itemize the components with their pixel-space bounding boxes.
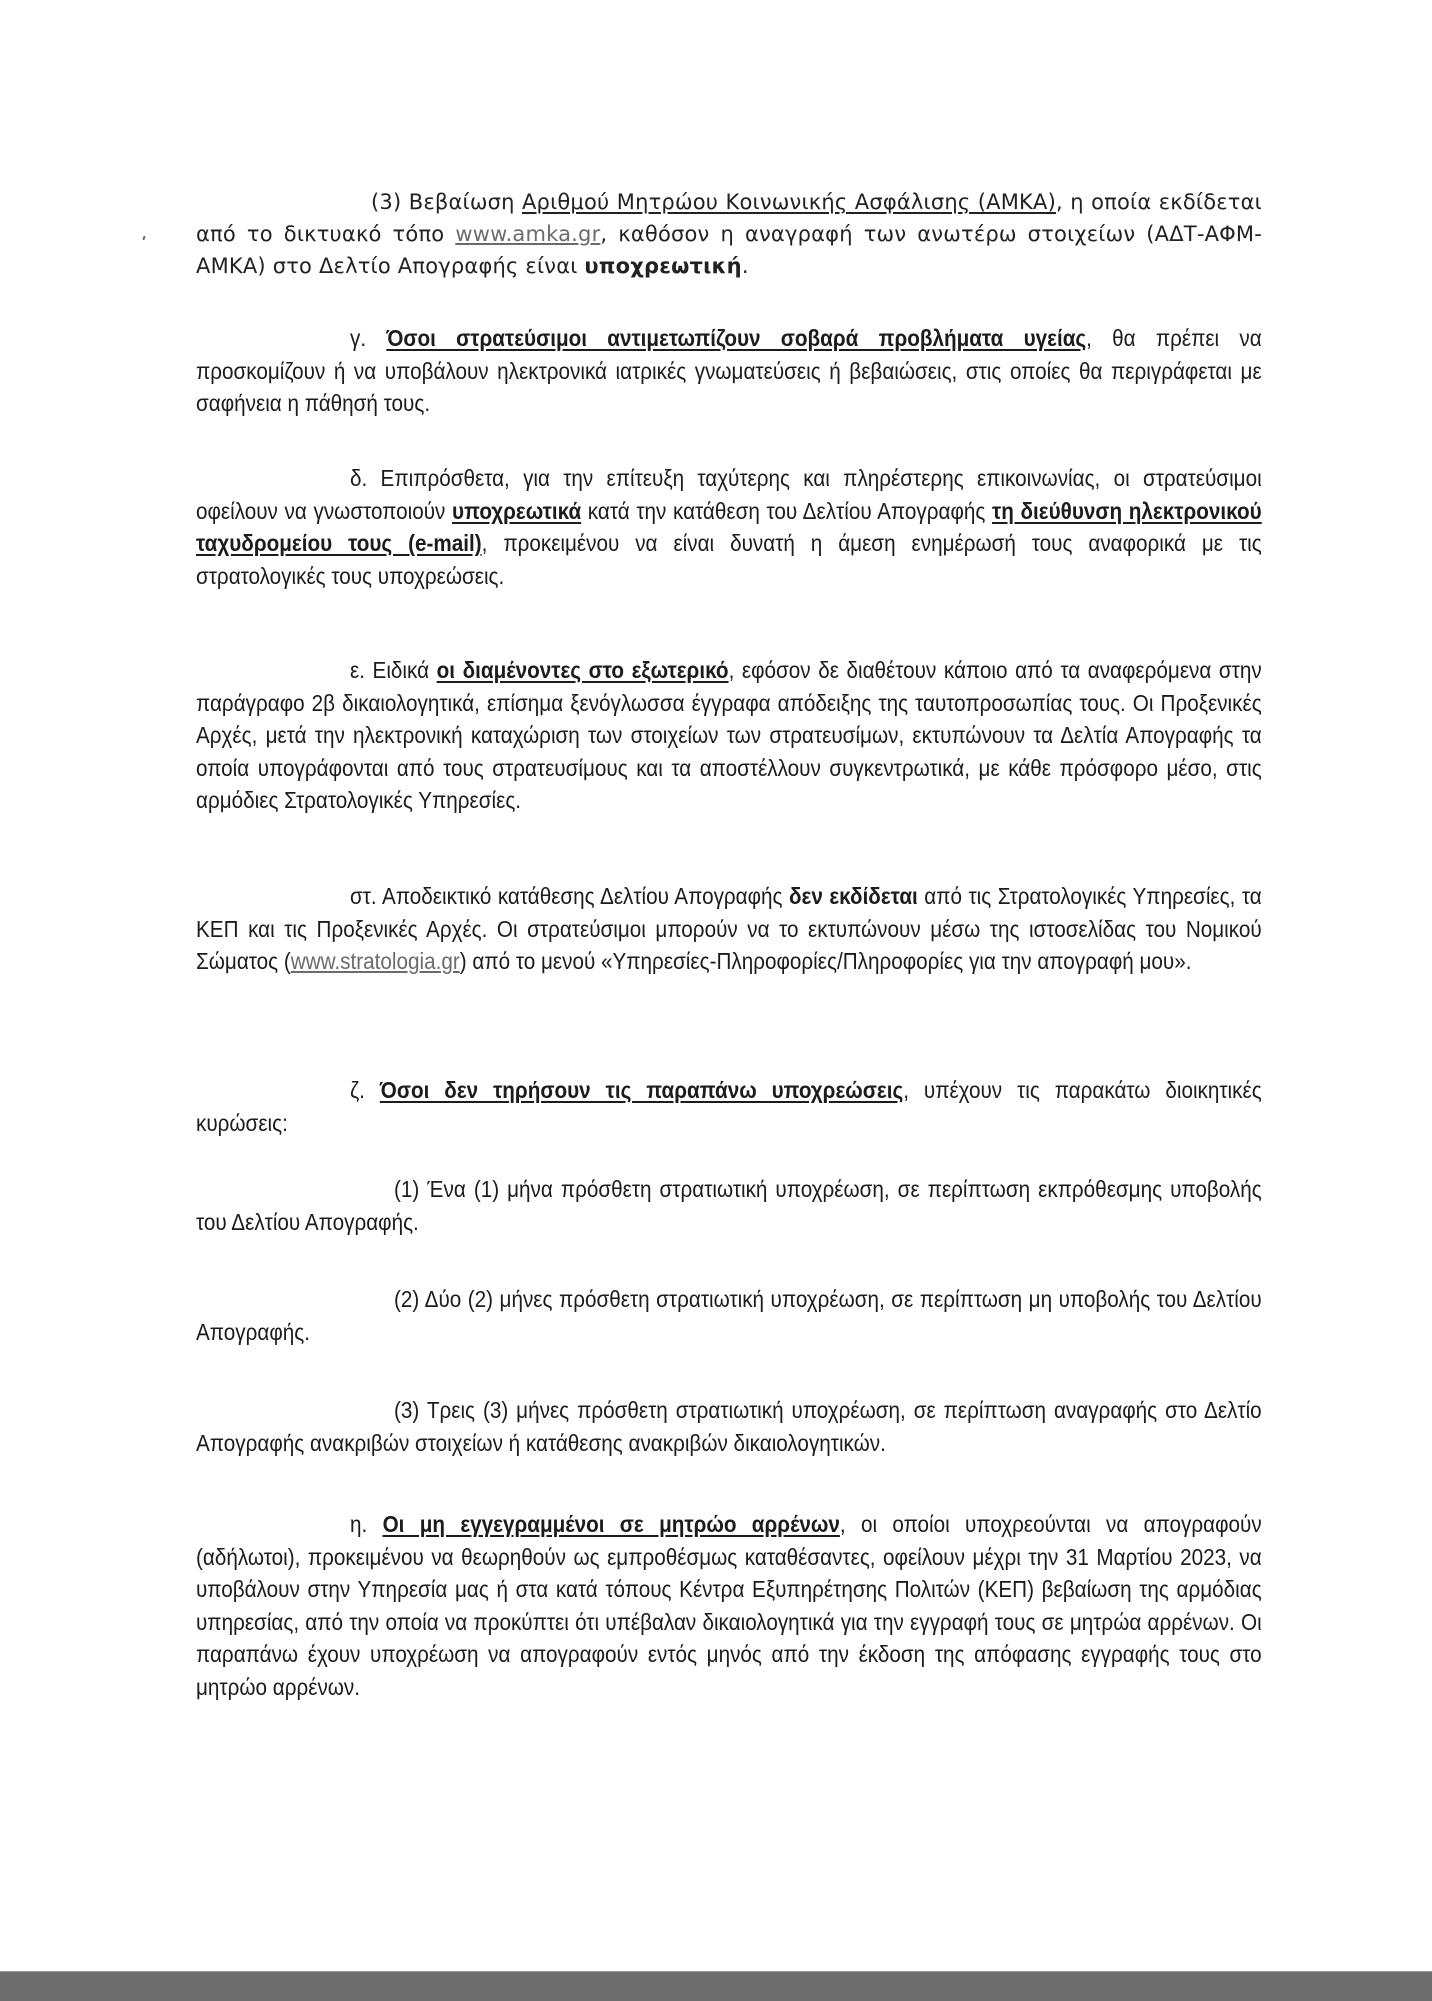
paragraph-d: δ. Επιπρόσθετα, για την επίτευξη ταχύτερης και πληρέστερης επικοινωνίας, οι στρατεύσιμοι οφείλουν να γνωστοποιούν υποχρεωτικά κατά την κατάθεση του Δελτίου Απογραφής τη διεύθυνση ηλεκτρονικού ταχυδρομείου τους (e-mail), προκειμένου να είναι δυνατή η άμεση ενημέρωσή τους αναφορικά με τις στρατολογικές τους υποχρεώσεις. — [196, 465, 1262, 589]
paragraph-h: η. Οι μη εγγεγραμμένοι σε μητρώο αρρένων, οι οποίοι υποχρεούνται να απογραφούν (αδήλωτοι), προκειμένου να θεωρηθούν ως εμπροθέσμως καταθέσαντες, οφείλουν μέχρι την 31 Μαρτίου 2023, να υποβάλουν στην Υπηρεσία μας ή στα κατά τόπους Κέντρα Εξυπηρέτησης Πολιτών (ΚΕΠ) βεβαίωση της αρμόδιας υπηρεσίας, από την οποία να προκύπτει ότι υπέβαλαν δικαιολογητικά για την εγγραφή τους σε μητρώα αρρένων. Οι παραπάνω έχουν υποχρέωση να απογραφούν εντός μηνός από την έκδοση της απόφασης εγγραφής τους στο μητρώο αρρένων. — [196, 1511, 1262, 1700]
amka-term: Αριθμού Μητρώου Κοινωνικής Ασφάλισης (ΑΜΚΑ) — [521, 190, 1056, 214]
paragraph-st: στ. Αποδεικτικό κατάθεσης Δελτίου Απογραφής δεν εκδίδεται από τις Στρατολογικές Υπηρεσίες, τα ΚΕΠ και τις Προξενικές Αρχές. Οι στρατεύσιμοι μπορούν να το εκτυπώνουν μέσω της ιστοσελίδας του Νομικού Σώματος (www.stratologia.gr) από το μενού «Υπηρεσίες-Πληροφορίες/Πληροφορίες για την απογραφή μου». — [196, 883, 1262, 974]
sanction-2: (2) Δύο (2) μήνες πρόσθετη στρατιωτική υποχρέωση, σε περίπτωση μη υποβολής του Δελτίου Απογραφής. — [196, 1286, 1262, 1345]
section-d — [196, 462, 1407, 592]
section-g — [196, 322, 1407, 420]
scan-speck — [142, 236, 145, 240]
section-z — [196, 1074, 1407, 1139]
section-h — [196, 1508, 1407, 1703]
paragraph-e: ε. Ειδικά οι διαμένοντες στο εξωτερικό, εφόσον δε διαθέτουν κάποιο από τα αναφερόμενα στην παράγραφο 2β δικαιολογητικά, επίσημα ξενόγλωσσα έγγραφα απόδειξης της ταυτοπροσωπίας τους. Οι Προξενικές Αρχές, μετά την ηλεκτρονική καταχώριση των στοιχείων των στρατευσίμων, εκτυπώνουν τα Δελτία Απογραφής τα οποία υπογράφονται από τους στρατευσίμους και τα αποστέλλουν συγκεντρωτικά, με κάθε πρόσφορο μέσο, στις αρμόδιες Στρατολογικές Υπηρεσίες. — [196, 657, 1262, 813]
stratologia-link[interactable]: www.stratologia.gr — [290, 948, 460, 974]
section-st — [196, 880, 1407, 978]
scanner-edge-bar — [0, 1971, 1432, 2001]
sanction-3: (3) Τρεις (3) μήνες πρόσθετη στρατιωτική υποχρέωση, σε περίπτωση αναγραφής στο Δελτίο Απογραφής ανακριβών στοιχείων ή κατάθεσης ανακριβών δικαιολογητικών. — [196, 1397, 1262, 1456]
section-e — [196, 654, 1407, 817]
paragraph-amka: (3) Βεβαίωση Αριθμού Μητρώου Κοινωνικής Ασφάλισης (ΑΜΚΑ), η οποία εκδίδεται από το δικτυακό τόπο www.amka.gr, καθόσον η αναγραφή των ανωτέρω στοιχείων (ΑΔΤ-ΑΦΜ-ΑΜΚΑ) στο Δελτίο Απογραφής είναι υποχρεωτική. — [196, 190, 1262, 278]
paragraph-g: γ. Όσοι στρατεύσιμοι αντιμετωπίζουν σοβαρά προβλήματα υγείας, θα πρέπει να προσκομίζουν ή να υποβάλουν ηλεκτρονικά ιατρικές γνωματεύσεις ή βεβαιώσεις, στις οποίες θα περιγράφεται με σαφήνεια η πάθησή τους. — [196, 325, 1262, 416]
amka-link[interactable]: www.amka.gr — [455, 222, 601, 246]
sanction-1: (1) Ένα (1) μήνα πρόσθετη στρατιωτική υποχρέωση, σε περίπτωση εκπρόθεσμης υποβολής του Δελτίου Απογραφής. — [196, 1176, 1262, 1235]
paragraph-z: ζ. Όσοι δεν τηρήσουν τις παραπάνω υποχρεώσεις, υπέχουν τις παρακάτω διοικητικές κυρώσεις: — [196, 1077, 1262, 1136]
